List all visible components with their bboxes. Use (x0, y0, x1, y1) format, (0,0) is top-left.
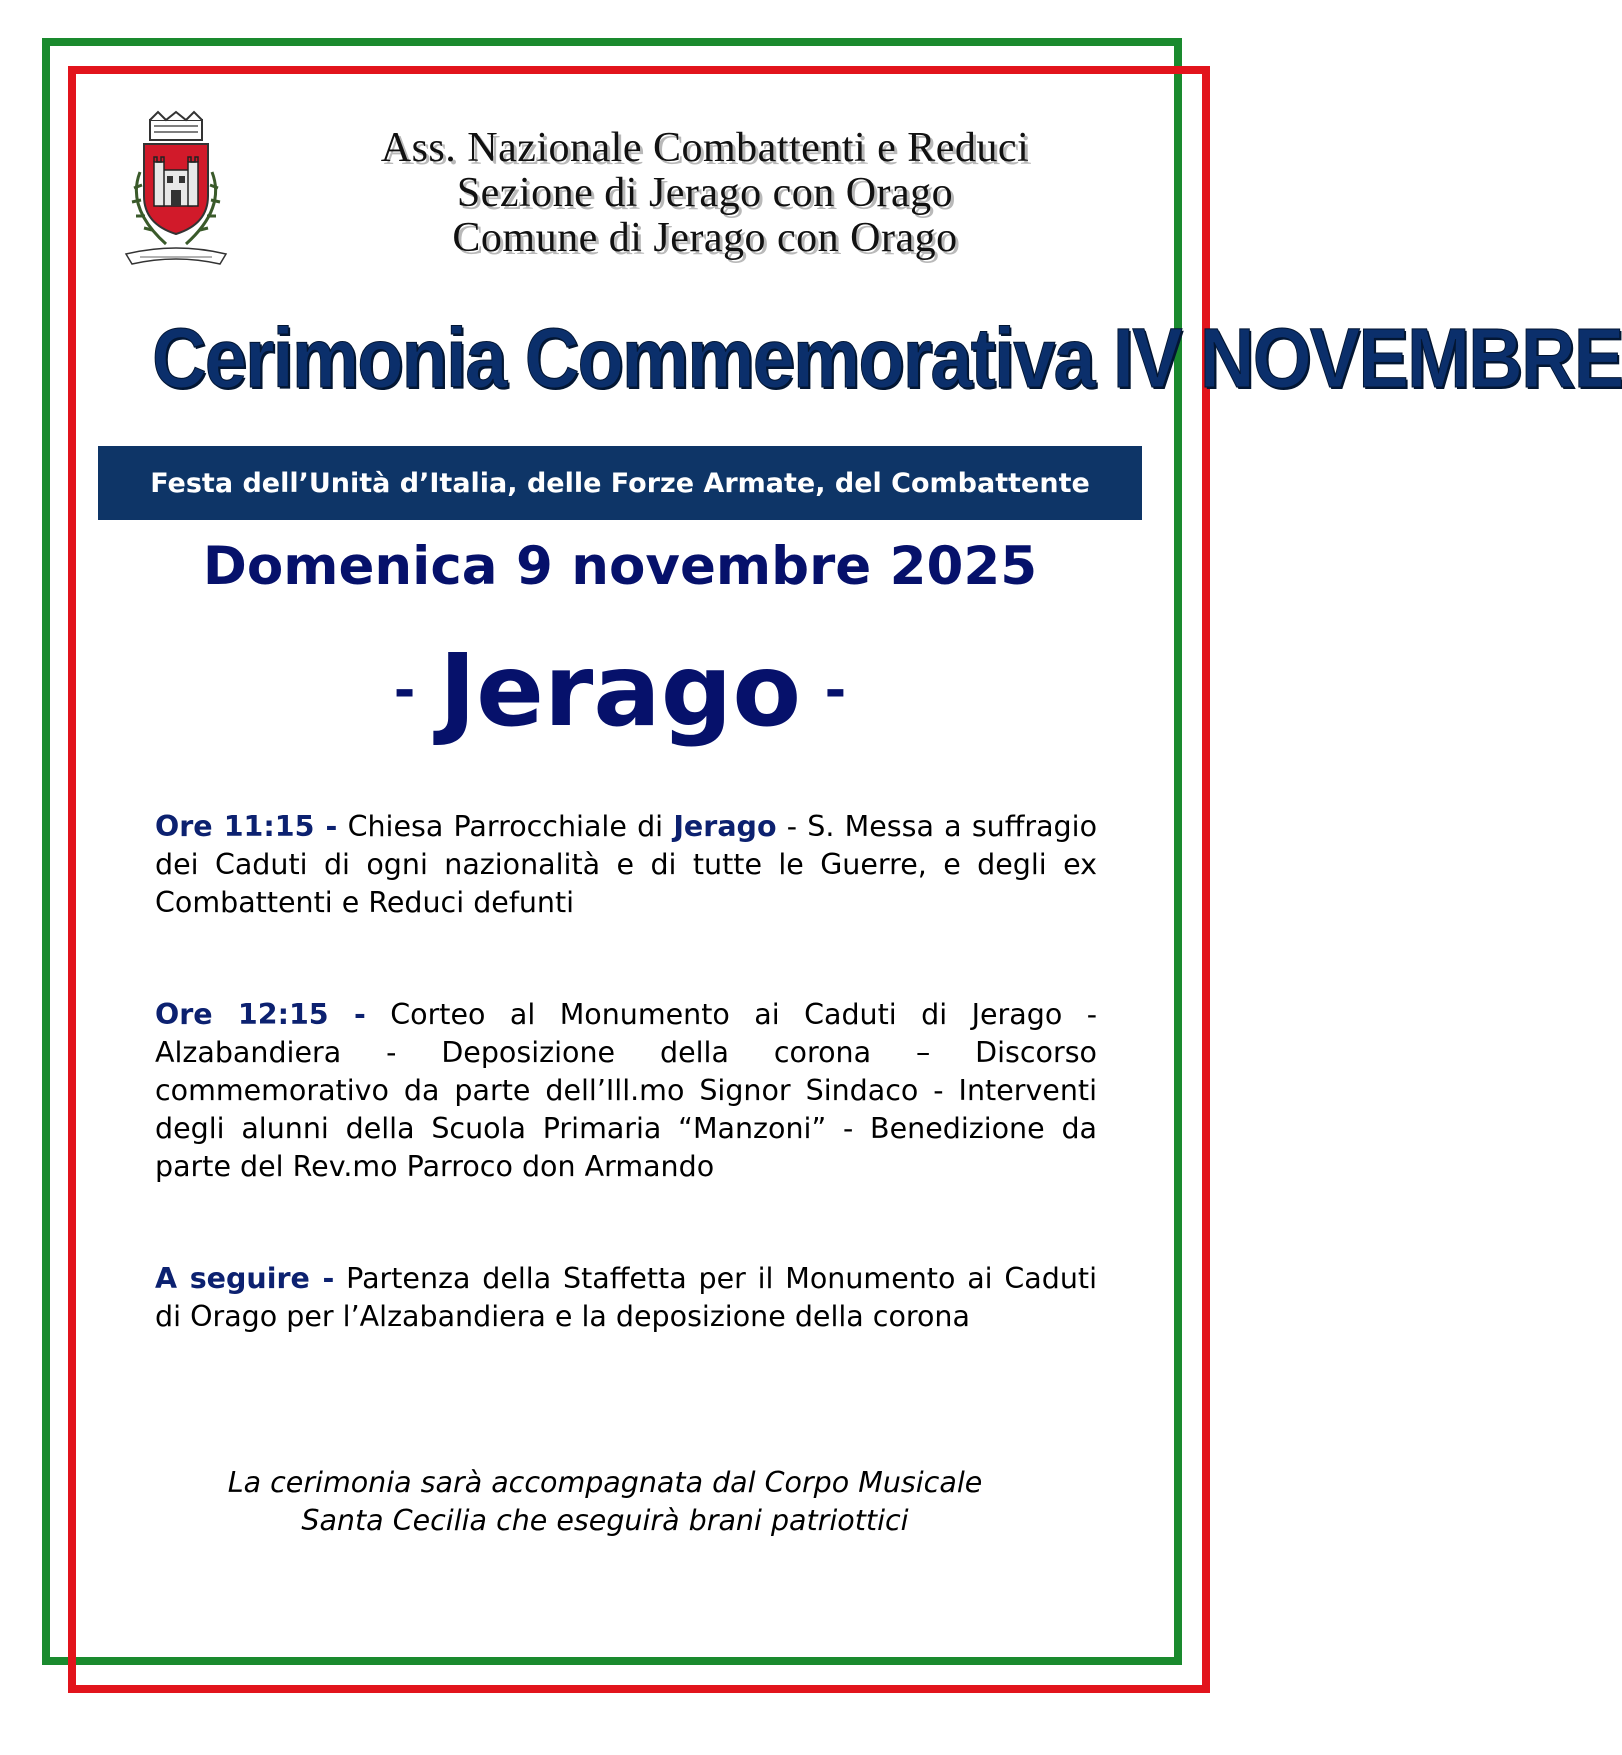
schedule-time: A seguire - (155, 1262, 335, 1295)
schedule-time: Ore 12:15 - (155, 998, 366, 1031)
subtitle-banner (98, 446, 1142, 520)
schedule-text: Partenza della Staffetta per il Monumento ai Caduti di Orago per l’Alzabandiera e la deposizione della corona (155, 1262, 1098, 1333)
header-association: Ass. Nazionale Combattenti e Reduci (380, 125, 1030, 171)
banner-text: Festa dell’Unità d’Italia, delle Forze Armate, del Combattente (150, 467, 1090, 499)
schedule-text: - S. Messa a suffragio dei Caduti di ogni nazionalità e di tutte le Guerre, e degli ex Combattenti e Reduci defunti (155, 810, 1098, 919)
location-name: Jerago (438, 632, 802, 749)
schedule-highlight: Jerago (673, 810, 777, 843)
header-lines (270, 126, 1140, 261)
event-date: Domenica 9 novembre 2025 (202, 536, 1038, 597)
page-title: Cerimonia Commemorativa IV NOVEMBRE (152, 311, 1622, 405)
location-dash-left: - (393, 660, 416, 721)
event-location (180, 632, 1060, 749)
header-section: Sezione di Jerago con Orago (456, 170, 954, 216)
closing-line: Santa Cecilia che eseguirà brani patriottici (301, 1504, 909, 1537)
schedule-item (155, 996, 1097, 1186)
header-municipality: Comune di Jerago con Orago (452, 215, 958, 261)
closing-line: La cerimonia sarà accompagnata dal Corpo Musicale (227, 1466, 983, 1499)
schedule-text: Corteo al Monumento ai Caduti di Jerago - Alzabandiera - Deposizione della corona – Discorso commemorativo da parte dell’Ill.mo Signor Sindaco - Interventi degli alunni della Scuola Primaria “Manzoni” - Benedizione da parte del Rev.mo Parroco don Armando (155, 998, 1097, 1183)
schedule-item (155, 808, 1097, 922)
schedule-item (155, 1260, 1097, 1336)
schedule-time: Ore 11:15 - (155, 810, 338, 843)
schedule-text: Chiesa Parrocchiale di (347, 810, 664, 843)
location-dash-right: - (824, 660, 847, 721)
coat-of-arms-icon (120, 112, 232, 270)
closing-note (155, 1464, 1055, 1540)
event-schedule (155, 808, 1097, 1336)
